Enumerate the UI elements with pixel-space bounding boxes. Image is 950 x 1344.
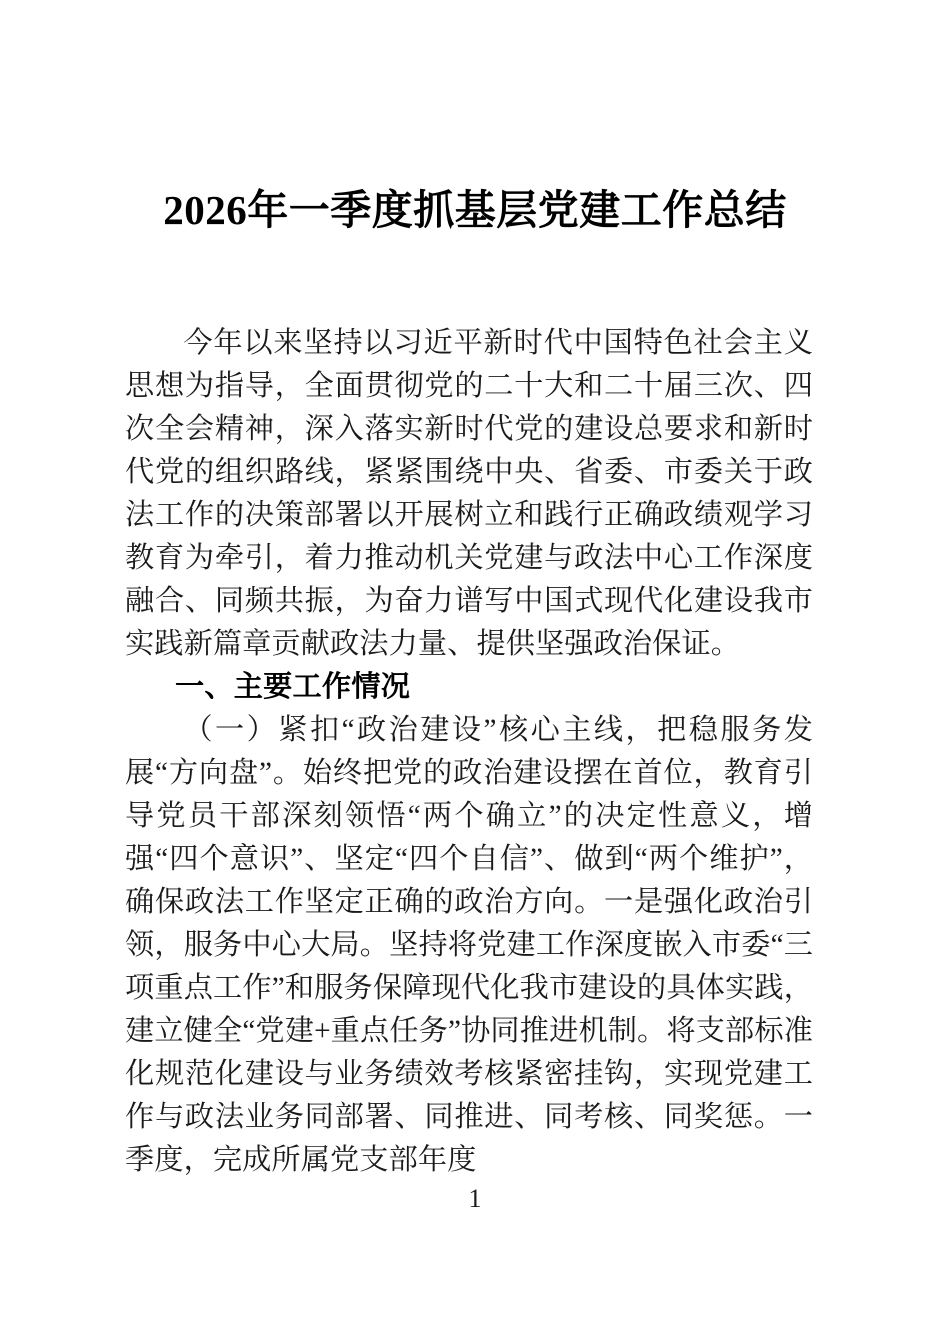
document-body [125,322,813,1182]
section-heading-main-work: 一、主要工作情况 [175,671,411,703]
paragraph-intro: 今年以来坚持以习近平新时代中国特色社会主义思想为指导，全面贯彻党的二十大和二十届三次、四次全会精神，深入落实新时代党的建设总要求和新时代党的组织路线，紧紧围绕中央、省委、市委关于政法工作的决策部署以开展树立和践行正确政绩观学习教育为牵引，着力推动机关党建与政法中心工作深度融合、同频共振，为奋力谱写中国式现代化建设我市实践新篇章贡献政法力量、提供坚强政治保证。 [125,327,813,660]
page-title: 2026年一季度抓基层党建工作总结 [163,187,787,233]
paragraph-subsection-one: （一）紧扣“政治建设”核心主线，把稳服务发展“方向盘”。始终把党的政治建设摆在首位，教育引导党员干部深刻领悟“两个确立”的决定性意义，增强“四个意识”、坚定“四个自信”、做到“两个维护”，确保政法工作坚定正确的政治方向。一是强化政治引领，服务中心大局。坚持将党建工作深度嵌入市委“三项重点工作”和服务保障现代化我市建设的具体实践，建立健全“党建+重点任务”协同推进机制。将支部标准化规范化建设与业务绩效考核紧密挂钩，实现党建工作与政法业务同部署、同推进、同考核、同奖惩。一季度，完成所属党支部年度 [125,714,813,1176]
page-number: 1 [468,1184,482,1213]
